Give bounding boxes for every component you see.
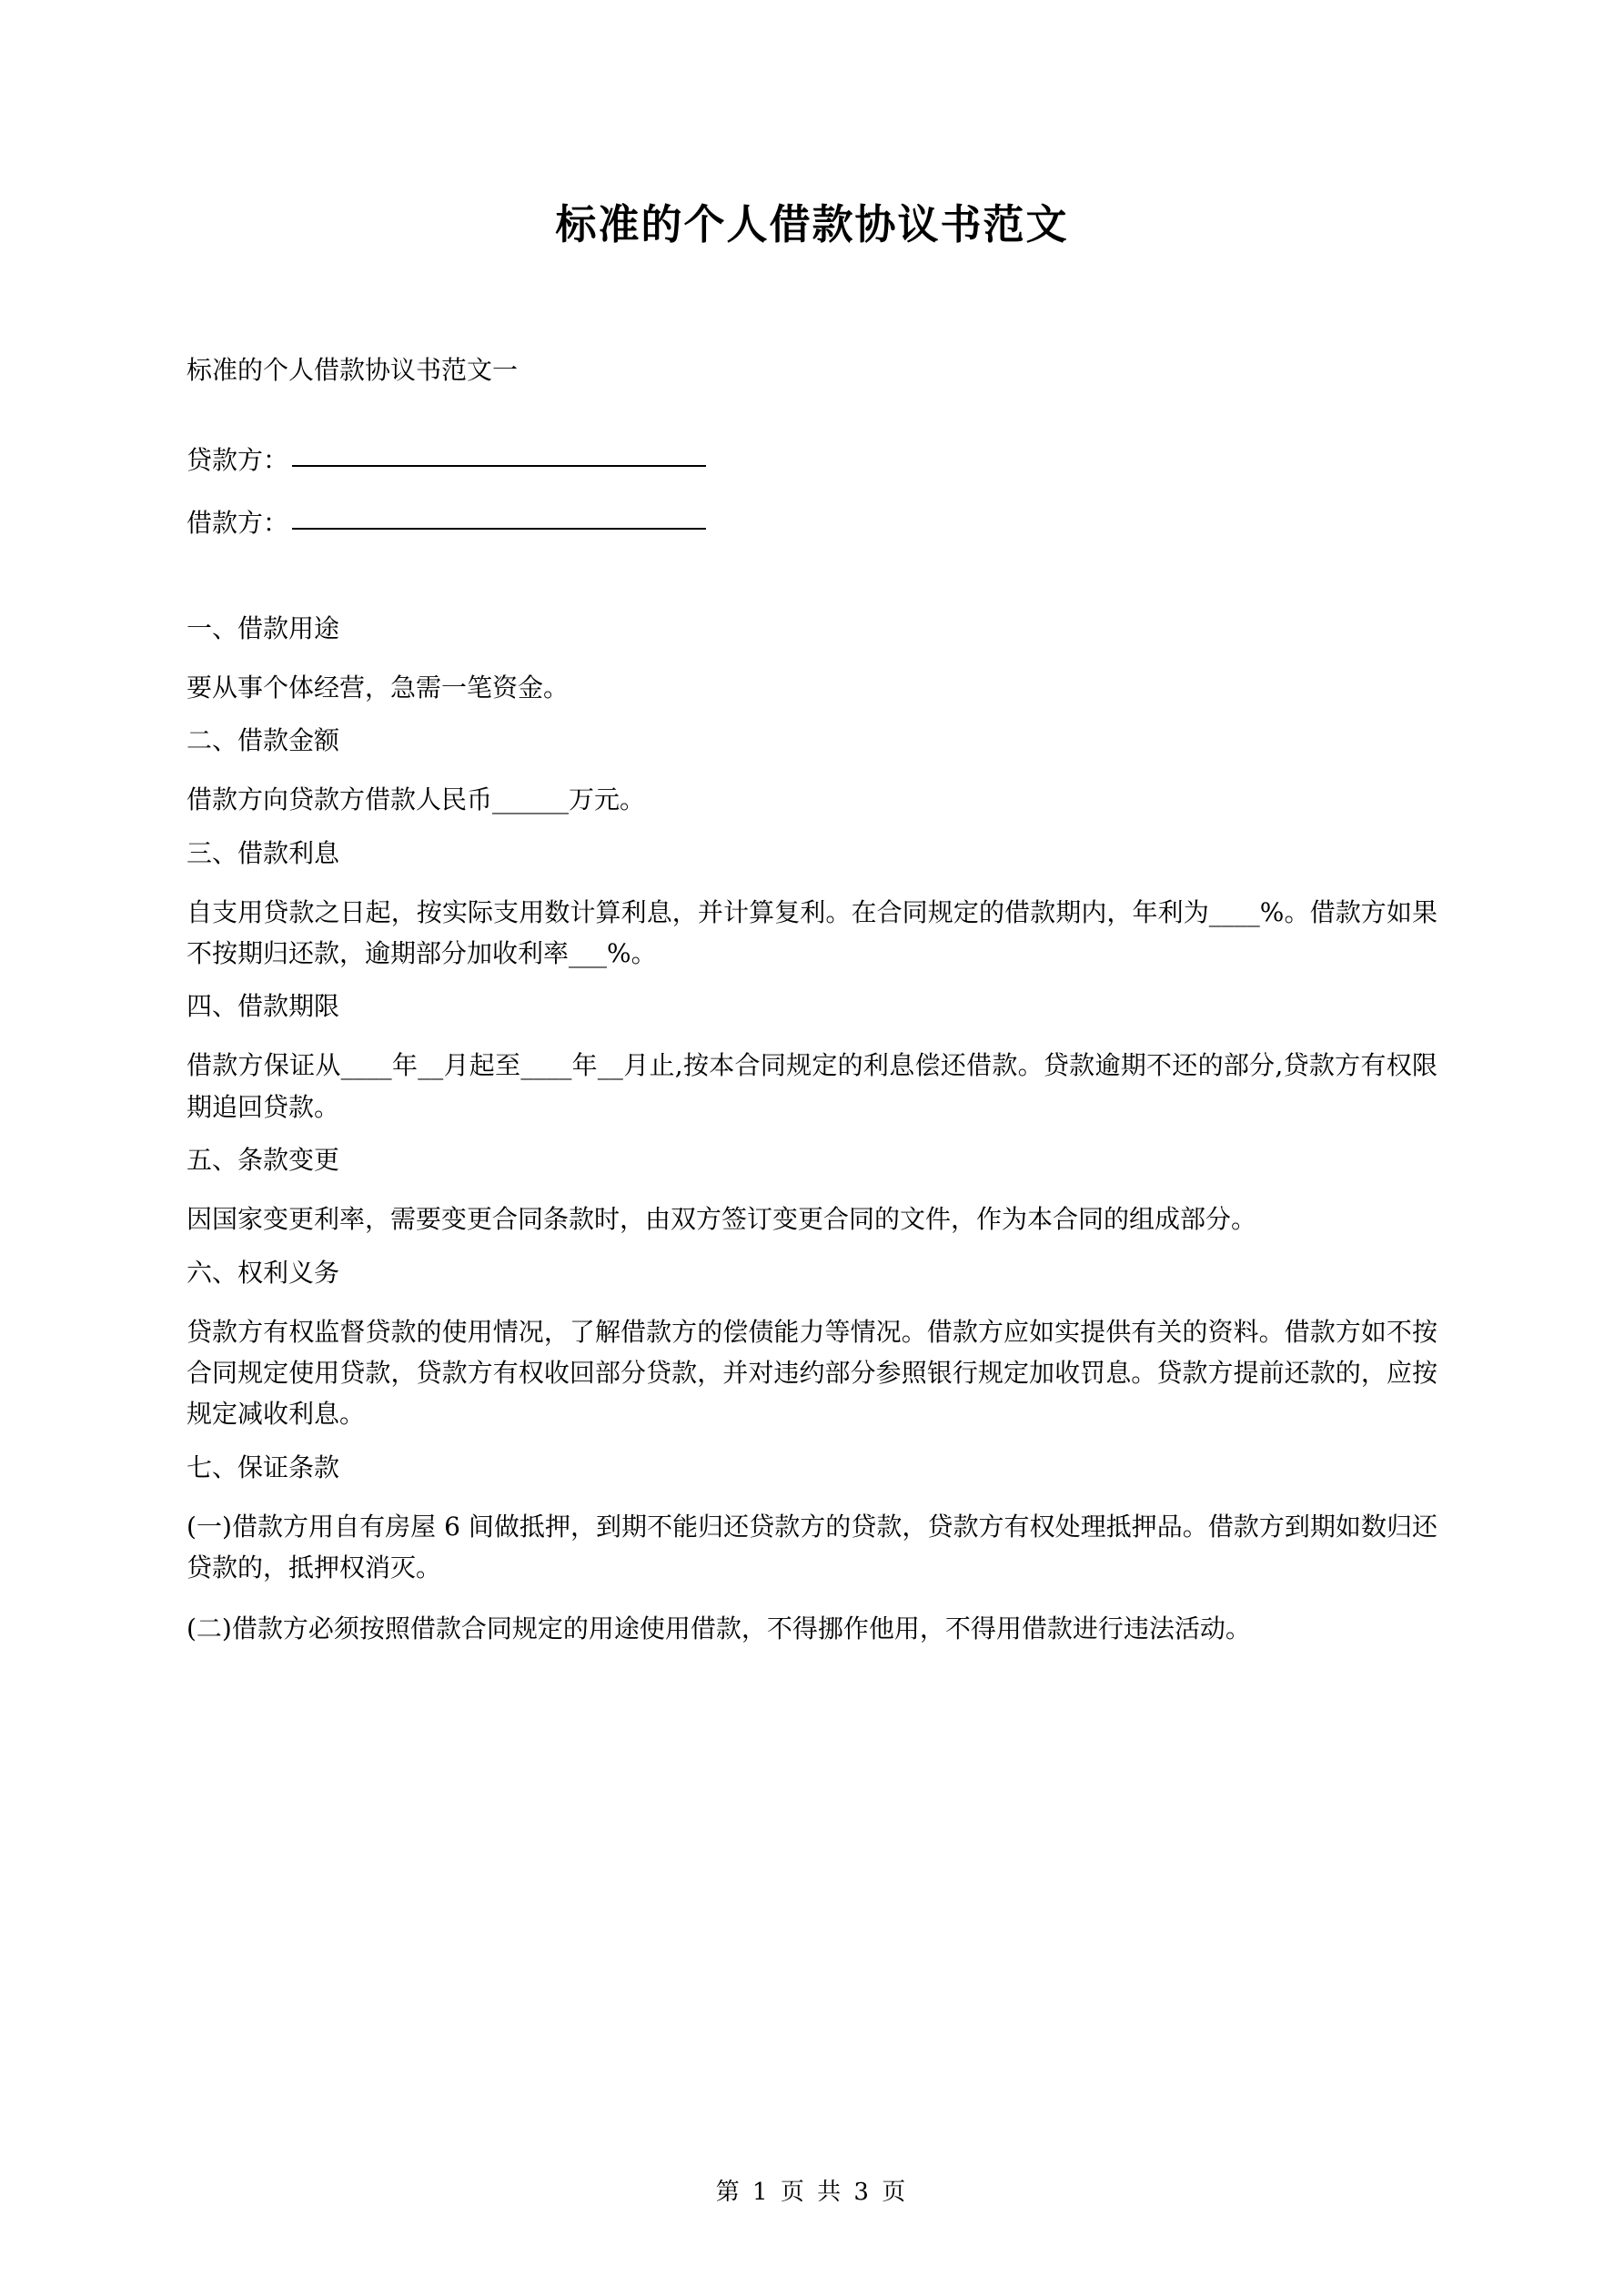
section-paragraph-5-1: 因国家变更利率，需要变更合同条款时，由双方签订变更合同的文件，作为本合同的组成部分。	[187, 1204, 1257, 1235]
section-paragraph-7-2: (二)借款方必须按照借款合同规定的用途使用借款，不得挪作他用，不得用借款进行违法活动。	[187, 1613, 1251, 1644]
section-heading-5: 五、条款变更	[187, 1145, 340, 1176]
section-heading-2: 二、借款金额	[187, 725, 340, 756]
party-line-borrower	[187, 508, 1437, 536]
section-paragraph-3-1: 自支用贷款之日起，按实际支用数计算利息，并计算复利。在合同规定的借款期内，年利为____%。借款方如果不按期归还款，逾期部分加收利率___%。	[187, 896, 1437, 969]
section-heading-6: 六、权利义务	[187, 1257, 340, 1288]
section-paragraph-6-1: 贷款方有权监督贷款的使用情况，了解借款方的偿债能力等情况。借款方应如实提供有关的资料。借款方如不按合同规定使用贷款，贷款方有权收回部分贷款，并对违约部分参照银行规定加收罚息。贷款方提前还款的，应按规定减收利息。	[187, 1316, 1437, 1430]
section-paragraph-2-1: 借款方向贷款方借款人民币______万元。	[187, 784, 646, 815]
section-heading-1: 一、借款用途	[187, 613, 340, 643]
section-paragraph-7-1: (一)借款方用自有房屋 6 间做抵押，到期不能归还贷款方的贷款，贷款方有权处理抵押品。借款方到期如数归还贷款的，抵押权消灭。	[187, 1511, 1437, 1583]
document-subtitle: 标准的个人借款协议书范文一	[187, 355, 519, 385]
borrower-blank	[292, 508, 706, 530]
page-footer: 第 1 页 共 3 页	[715, 2179, 909, 2206]
section-paragraph-1-1: 要从事个体经营，急需一笔资金。	[187, 673, 570, 703]
section-heading-3: 三、借款利息	[187, 837, 340, 868]
lender-blank	[292, 445, 706, 467]
section-heading-7: 七、保证条款	[187, 1451, 340, 1482]
section-paragraph-4-1: 借款方保证从____年__月起至____年__月止,按本合同规定的利息偿还借款。贷款逾期不还的部分,贷款方有权限期追回贷款。	[187, 1050, 1437, 1122]
page-title: 标准的个人借款协议书范文	[555, 200, 1069, 248]
section-heading-4: 四、借款期限	[187, 991, 340, 1022]
document-body	[187, 0, 1437, 1670]
borrower-label: 借款方：	[187, 508, 289, 538]
lender-label: 贷款方：	[187, 445, 289, 475]
party-line-lender	[187, 445, 1437, 473]
